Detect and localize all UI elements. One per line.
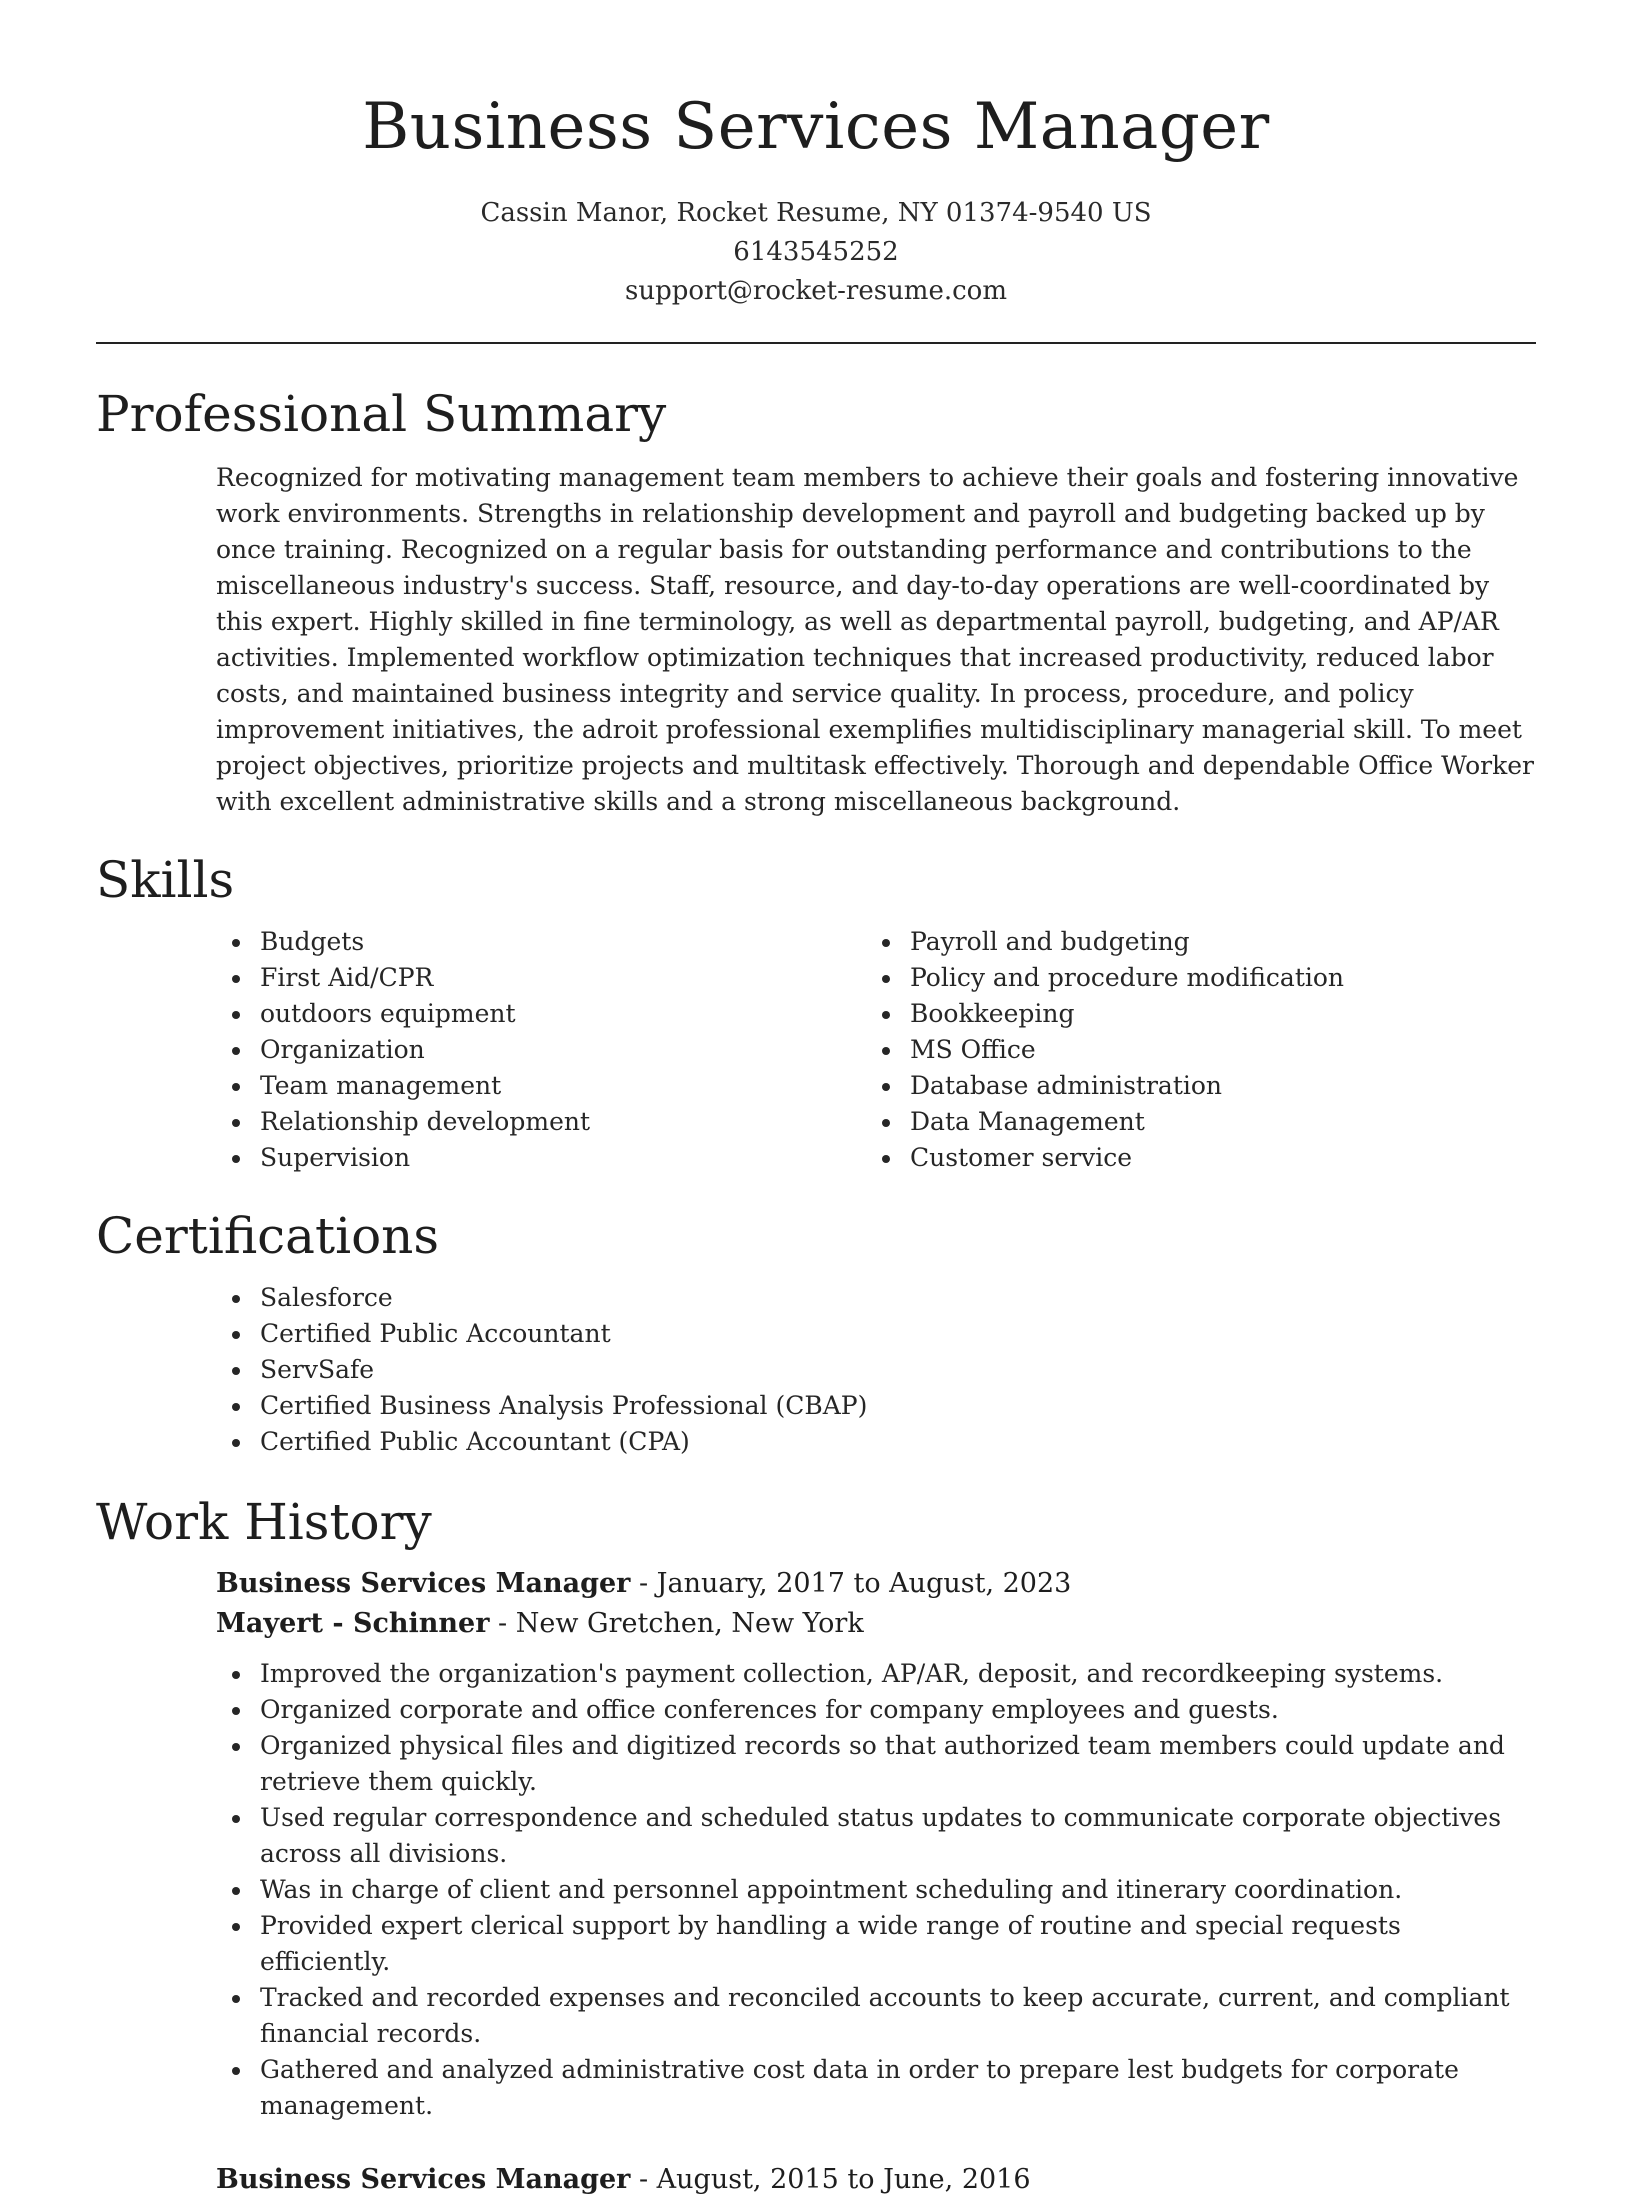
work-history-section: [96, 1490, 1536, 2200]
job-bullet-list: [216, 1656, 1536, 2124]
skill-item: Database administration: [866, 1068, 1516, 1104]
job-title-line: [216, 1564, 1536, 1604]
job-title: Business Services Manager: [216, 1568, 631, 1599]
certification-item: Certified Public Accountant (CPA): [216, 1424, 1536, 1460]
skills-list-left: [216, 924, 866, 1176]
summary-section: [96, 382, 1536, 820]
job-bullet: Organized physical files and digitized records so that authorized team members could update and retrieve them quickly.: [216, 1728, 1536, 1800]
skills-heading: Skills: [96, 851, 235, 909]
certification-item: Certified Public Accountant: [216, 1316, 1536, 1352]
summary-text: Recognized for motivating management team members to achieve their goals and fostering innovative work environments. Strengths in relationship development and payroll and budgeting backed up by once training. Recognized on a regular basis for outstanding performance and contributions to the miscellaneous industry's success. Staff, resource, and day-to-day operations are well-coordinated by this expert. Highly skilled in fine terminology, as well as departmental payroll, budgeting, and AP/AR activities. Implemented workflow optimization techniques that increased productivity, reduced labor costs, and maintained business integrity and service quality. In process, procedure, and policy improvement initiatives, the adroit professional exemplifies multidisciplinary managerial skill. To meet project objectives, prioritize projects and multitask effectively. Thorough and dependable Office Worker with excellent administrative skills and a strong miscellaneous background.: [216, 463, 1534, 816]
summary-heading: Professional Summary: [96, 385, 667, 443]
certification-item: Salesforce: [216, 1280, 1536, 1316]
job-company: Mayert - Schinner: [216, 1608, 490, 1639]
job-bullet: Gathered and analyzed administrative cost data in order to prepare lest budgets for corporate management.: [216, 2052, 1536, 2124]
skill-item: Team management: [216, 1068, 866, 1104]
skills-section: [96, 848, 1536, 1176]
skill-item: Customer service: [866, 1140, 1516, 1176]
certifications-section: [96, 1204, 1536, 1460]
contact-email: support@rocket-resume.com: [624, 276, 1007, 306]
resume-name: Business Services Manager: [362, 90, 1270, 164]
job-bullet: Was in charge of client and personnel appointment scheduling and itinerary coordination.: [216, 1872, 1536, 1908]
job-bullet: Provided expert clerical support by handling a wide range of routine and special requests efficiently.: [216, 1908, 1536, 1980]
job-bullet: Tracked and recorded expenses and reconciled accounts to keep accurate, current, and compliant financial records.: [216, 1980, 1536, 2052]
work-history-heading: Work History: [96, 1493, 432, 1551]
contact-phone: 6143545252: [733, 237, 899, 267]
skill-item: MS Office: [866, 1032, 1516, 1068]
skill-item: outdoors equipment: [216, 996, 866, 1032]
job-entry: [216, 2160, 1536, 2200]
job-title: Business Services Manager: [216, 2164, 631, 2195]
job-dates: - August, 2015 to June, 2016: [630, 2164, 1031, 2195]
skill-item: Organization: [216, 1032, 866, 1068]
job-location: - New Gretchen, New York: [489, 1608, 864, 1639]
certification-item: Certified Business Analysis Professional (CBAP): [216, 1388, 1536, 1424]
job-bullet: Improved the organization's payment collection, AP/AR, deposit, and recordkeeping systems.: [216, 1656, 1536, 1692]
header-divider: [96, 342, 1536, 344]
certifications-heading: Certifications: [96, 1207, 440, 1265]
contact-info: [0, 194, 1632, 311]
certifications-list: [216, 1280, 1536, 1460]
resume-header: [0, 0, 1632, 311]
job-dates: - January, 2017 to August, 2023: [630, 1568, 1072, 1599]
skill-item: First Aid/CPR: [216, 960, 866, 996]
job-bullet: Used regular correspondence and scheduled status updates to communicate corporate objectives across all divisions.: [216, 1800, 1536, 1872]
job-bullet: Organized corporate and office conferences for company employees and guests.: [216, 1692, 1536, 1728]
skill-item: Data Management: [866, 1104, 1516, 1140]
job-title-line: [216, 2160, 1536, 2200]
skills-list-right: [866, 924, 1516, 1176]
skill-item: Bookkeeping: [866, 996, 1516, 1032]
skill-item: Relationship development: [216, 1104, 866, 1140]
job-company-line: [216, 1604, 1536, 1644]
contact-address: Cassin Manor, Rocket Resume, NY 01374-9540 US: [480, 198, 1152, 228]
skill-item: Supervision: [216, 1140, 866, 1176]
skills-grid: [216, 924, 1536, 1176]
job-entry: [216, 1564, 1536, 1644]
certification-item: ServSafe: [216, 1352, 1536, 1388]
skill-item: Policy and procedure modification: [866, 960, 1516, 996]
skill-item: Budgets: [216, 924, 866, 960]
skill-item: Payroll and budgeting: [866, 924, 1516, 960]
